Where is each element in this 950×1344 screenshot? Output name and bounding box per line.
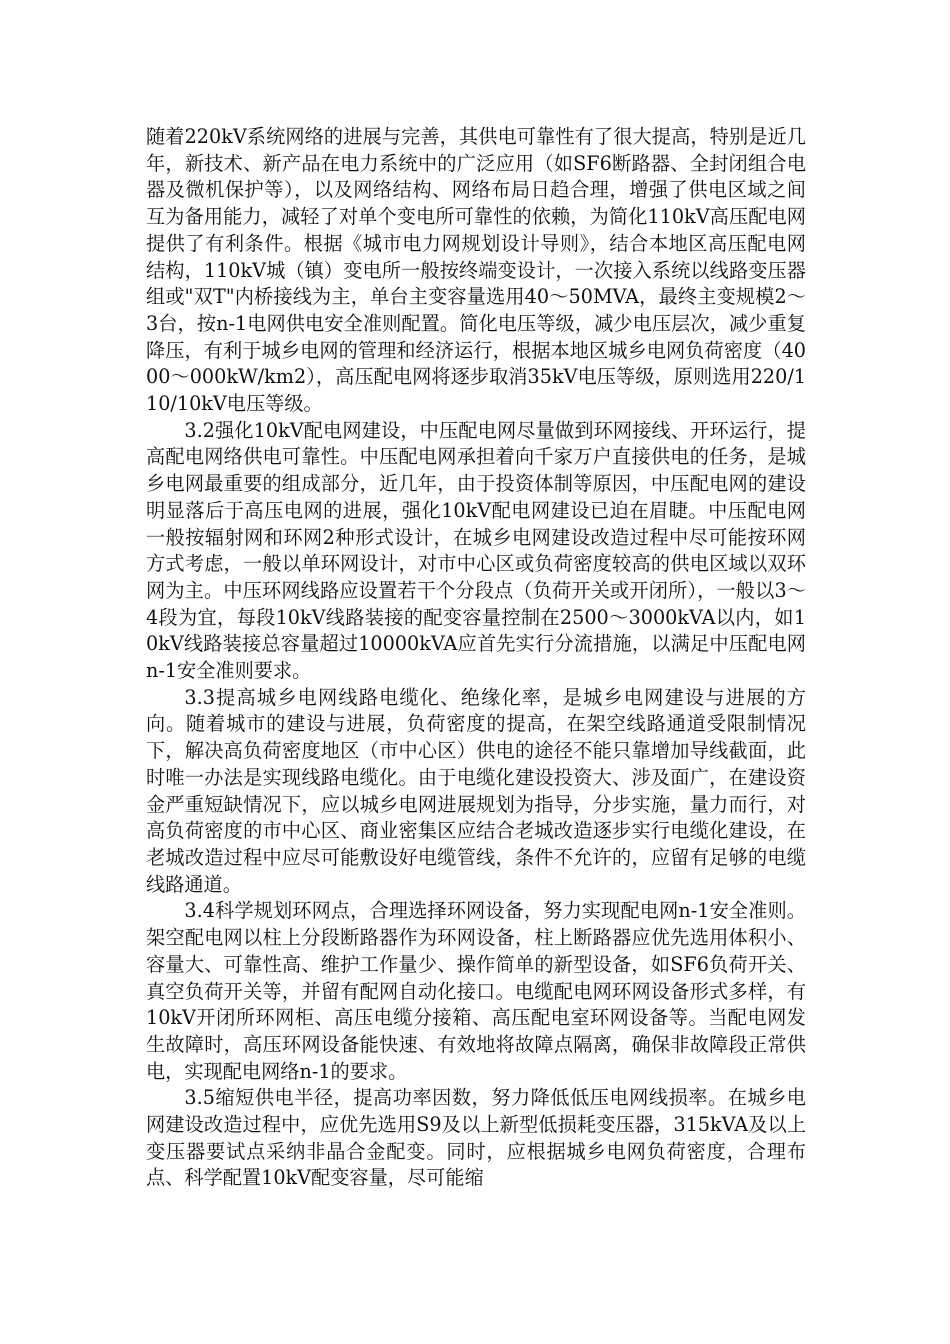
paragraph-3-5: 3.5缩短供电半径，提高功率因数，努力降低低压电网线损率。在城乡电网建设改造过程中，应优先选用S9及以上新型低损耗变压器，315kVA及以上变压器要试点采纳非晶合金配变。同时，应根据城乡电网负荷密度，合理布点、科学配置10kV配变容量，尽可能缩 (146, 1086, 806, 1190)
paragraph-3-2: 3.2强化10kV配电网建设，中压配电网尽量做到环网接线、开环运行，提高配电网络供电可靠性。中压配电网承担着向千家万户直接供电的任务，是城乡电网最重要的组成部分，近几年，由于投资体制等原因，中压配电网的建设明显落后于高压电网的进展，强化10kV配电网建设已迫在眉睫。中压配电网一般按辐射网和环网2种形式设计，在城乡电网建设改造过程中尽可能按环网方式考虑，一般以单环网设计，对市中心区或负荷密度较高的供电区域以双环网为主。中压环网线路应设置若干个分段点（负荷开关或开闭所），一般以3～4段为宜，每段10kV线路装接的配变容量控制在2500～3000kVA以内，如10kV线路装接总容量超过10000kVA应首先实行分流措施，以满足中压配电网n-1安全准则要求。 (146, 418, 806, 683)
paragraph-3-4: 3.4科学规划环网点，合理选择环网设备，努力实现配电网n-1安全准则。架空配电网以柱上分段断路器作为环网设备，柱上断路器应优先选用体积小、容量大、可靠性高、维护工作量少、操作简单的新型设备，如SF6负荷开关、真空负荷开关等，并留有配网自动化接口。电缆配电网环网设备形式多样，有10kV开闭所环网柜、高压电缆分接箱、高压配电室环网设备等。当配电网发生故障时，高压环网设备能快速、有效地将故障点隔离，确保非故障段正常供电，实现配电网络n-1的要求。 (146, 899, 806, 1083)
paragraph-intro: 随着220kV系统网络的进展与完善，其供电可靠性有了很大提高，特别是近几年，新技术、新产品在电力系统中的广泛应用（如SF6断路器、全封闭组合电器及微机保护等），以及网络结构、网络布局日趋合理，增强了供电区域之间互为备用能力，减轻了对单个变电所可靠性的依赖，为简化110kV高压配电网提供了有利条件。根据《城市电力网规划设计导则》，结合本地区高压配电网结构，110kV城（镇）变电所一般按终端变设计，一次接入系统以线路变压器组或"双T"内桥接线为主，单台主变容量选用40～50MVA，最终主变规模2～3台，按n-1电网供电安全准则配置。简化电压等级，减少电压层次，减少重复降压，有利于城乡电网的管理和经济运行，根据本地区城乡电网负荷密度（4000～000kW/km2），高压配电网将逐步取消35kV电压等级，原则选用220/110/10kV电压等级。 (146, 125, 806, 416)
paragraph-3-3: 3.3提高城乡电网线路电缆化、绝缘化率，是城乡电网建设与进展的方向。随着城市的建设与进展，负荷密度的提高，在架空线路通道受限制情况下，解决高负荷密度地区（市中心区）供电的途径不能只靠增加导线截面，此时唯一办法是实现线路电缆化。由于电缆化建设投资大、涉及面广，在建设资金严重短缺情况下，应以城乡电网进展规划为指导，分步实施，量力而行，对高负荷密度的市中心区、商业密集区应结合老城改造逐步实行电缆化建设，在老城改造过程中应尽可能敷设好电缆管线，条件不允许的，应留有足够的电缆线路通道。 (146, 685, 806, 896)
document-body (146, 124, 806, 1192)
